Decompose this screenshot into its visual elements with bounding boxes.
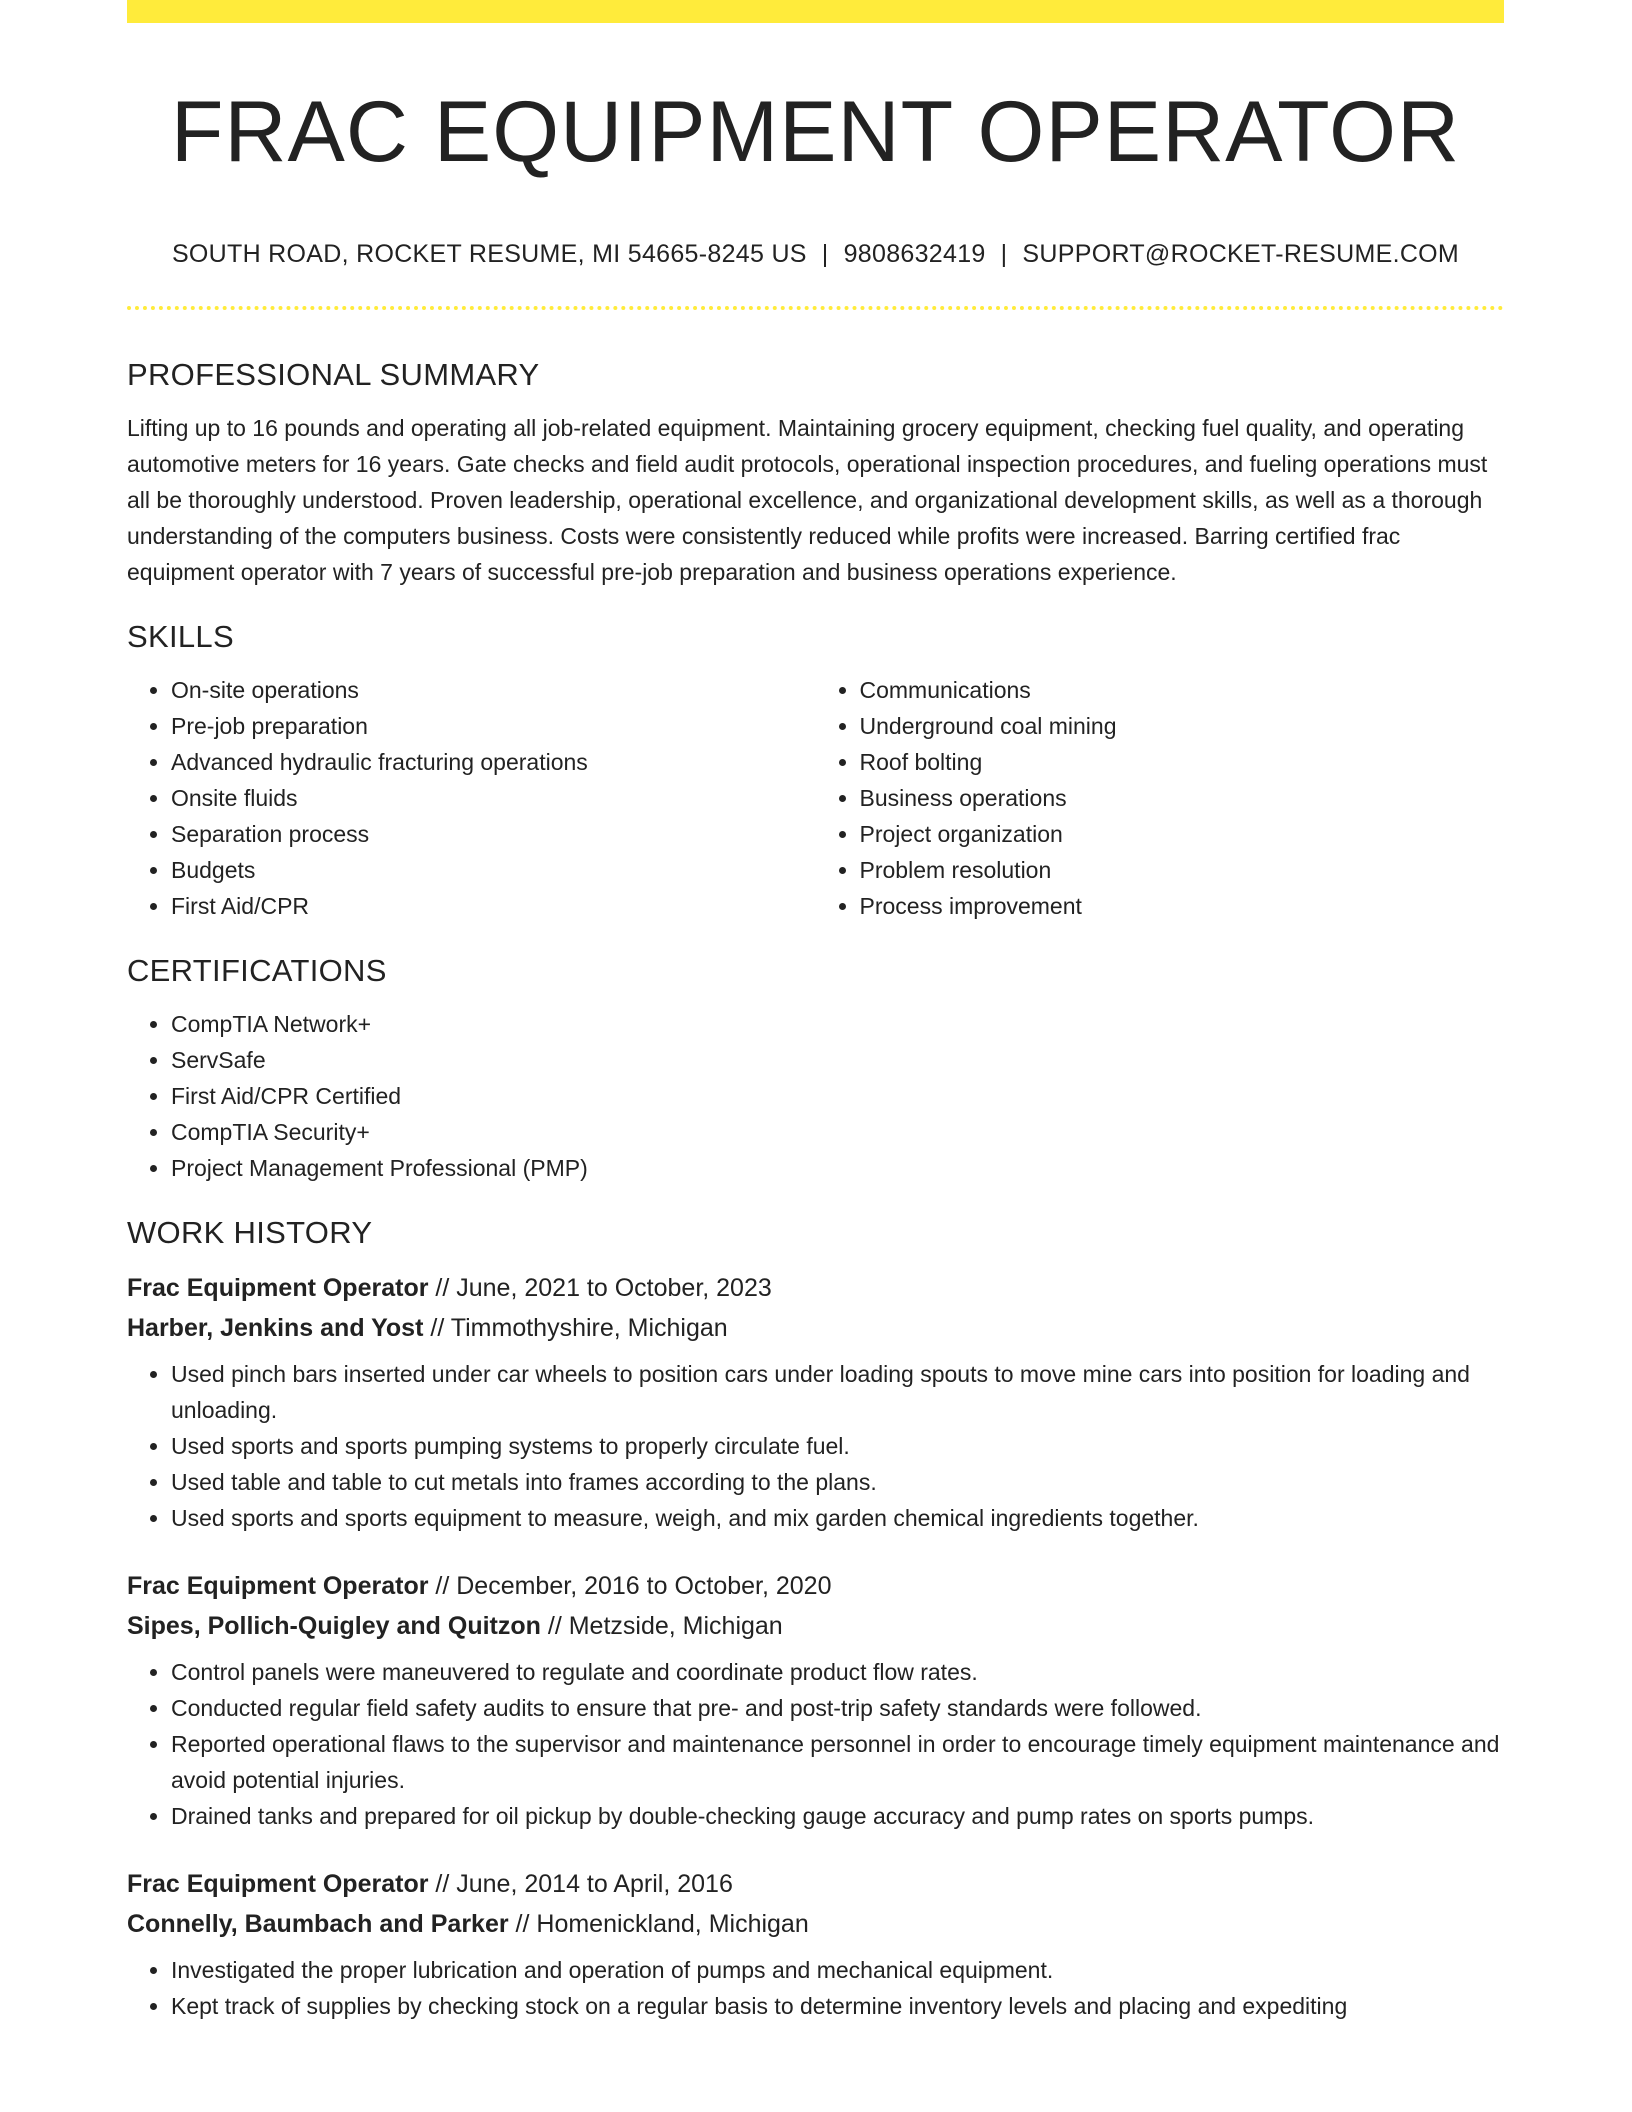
job-dates: June, 2021 to October, 2023 [456, 1274, 772, 1302]
job-bullet: • Control panels were maneuvered to regulate and coordinate product flow rates. [171, 1654, 1504, 1690]
phone: 9808632419 [843, 240, 986, 268]
job-bullet: • Kept track of supplies by checking stock on a regular basis to determine inventory levels and placing and expediting [171, 1988, 1504, 2024]
job-company: Connelly, Baumbach and Parker [127, 1910, 509, 1938]
job-company: Harber, Jenkins and Yost [127, 1314, 424, 1342]
skill-item: • Project organization [860, 816, 1505, 852]
certification-item: • CompTIA Security+ [171, 1114, 1504, 1150]
certification-item: • Project Management Professional (PMP) [171, 1150, 1504, 1186]
skill-item: • Budgets [171, 852, 816, 888]
job-location: Timmothyshire, Michigan [450, 1314, 728, 1342]
email: SUPPORT@ROCKET-RESUME.COM [1022, 240, 1460, 268]
summary-text: Lifting up to 16 pounds and operating all job-related equipment. Maintaining grocery equipment, checking fuel quality, and operating automotive meters for 16 years. Gate checks and field audit protocols, operational inspection procedures, and fueling operations must all be thoroughly understood. Proven leadership, operational excellence, and organizational development skills, as well as a thorough understanding of the computers business. Costs were consistently reduced while profits were increased. Barring certified frac equipment operator with 7 years of successful pre-job preparation and business operations experience. [127, 415, 1488, 585]
certifications-list [127, 1006, 1504, 1186]
job-bullets [127, 1654, 1504, 1834]
section-heading: CERTIFICATIONS [127, 953, 387, 988]
skill-item: • On-site operations [171, 672, 816, 708]
section-heading: SKILLS [127, 619, 234, 654]
job-title-line [127, 1566, 1504, 1606]
skills-section [127, 602, 1504, 924]
skill-item: • Underground coal mining [860, 708, 1505, 744]
section-heading: WORK HISTORY [127, 1215, 373, 1250]
skill-item: • Onsite fluids [171, 780, 816, 816]
job-bullet: • Used pinch bars inserted under car wheels to position cars under loading spouts to move mine cars into position for loading and unloading. [171, 1356, 1504, 1428]
job-title: Frac Equipment Operator [127, 1870, 429, 1898]
job-title: Frac Equipment Operator [127, 1274, 429, 1302]
job-separator: // [508, 1910, 537, 1938]
job-bullet: • Reported operational flaws to the supervisor and maintenance personnel in order to encourage timely equipment maintenance and avoid potential injuries. [171, 1726, 1504, 1798]
job-dates: December, 2016 to October, 2020 [456, 1572, 832, 1600]
job-company: Sipes, Pollich-Quigley and Quitzon [127, 1612, 541, 1640]
job-company-line [127, 1904, 1504, 1944]
job-entry [127, 1268, 1504, 1536]
job-separator: // [428, 1572, 457, 1600]
skill-item: • Separation process [171, 816, 816, 852]
skill-item: • Advanced hydraulic fracturing operations [171, 744, 816, 780]
summary-section [127, 340, 1504, 590]
skill-item: • Pre-job preparation [171, 708, 816, 744]
job-bullets [127, 1952, 1504, 2024]
contact-separator: | [821, 240, 829, 268]
dotted-divider [127, 306, 1504, 310]
job-title: Frac Equipment Operator [127, 1572, 429, 1600]
certifications-section [127, 936, 1504, 1186]
accent-bar [127, 0, 1504, 23]
contact-separator: | [1000, 240, 1008, 268]
job-location: Metzside, Michigan [568, 1612, 783, 1640]
job-separator: // [428, 1870, 457, 1898]
job-entry [127, 1864, 1504, 2024]
job-location: Homenickland, Michigan [536, 1910, 809, 1938]
skills-right-list [816, 672, 1505, 924]
skill-item: • Business operations [860, 780, 1505, 816]
job-bullets [127, 1356, 1504, 1536]
job-bullet: • Conducted regular field safety audits to ensure that pre- and post-trip safety standards were followed. [171, 1690, 1504, 1726]
resume-title: FRAC EQUIPMENT OPERATOR [170, 84, 1461, 180]
job-title-line [127, 1268, 1504, 1308]
resume-content [127, 340, 1504, 2054]
job-separator: // [540, 1612, 569, 1640]
job-bullet: • Drained tanks and prepared for oil pickup by double-checking gauge accuracy and pump rates on sports pumps. [171, 1798, 1504, 1834]
job-dates: June, 2014 to April, 2016 [456, 1870, 733, 1898]
skills-left-list [127, 672, 816, 924]
certification-item: • ServSafe [171, 1042, 1504, 1078]
job-company-line [127, 1308, 1504, 1348]
skill-item: • First Aid/CPR [171, 888, 816, 924]
job-bullet: • Investigated the proper lubrication and operation of pumps and mechanical equipment. [171, 1952, 1504, 1988]
certification-item: • CompTIA Network+ [171, 1006, 1504, 1042]
job-bullet: • Used sports and sports pumping systems to properly circulate fuel. [171, 1428, 1504, 1464]
skill-item: • Process improvement [860, 888, 1505, 924]
job-company-line [127, 1606, 1504, 1646]
job-separator: // [423, 1314, 451, 1342]
contact-line [127, 236, 1504, 272]
job-entry [127, 1566, 1504, 1834]
section-heading: PROFESSIONAL SUMMARY [127, 357, 540, 392]
address: SOUTH ROAD, ROCKET RESUME, MI 54665-8245 US [171, 240, 807, 268]
skill-item: • Communications [860, 672, 1505, 708]
certification-item: • First Aid/CPR Certified [171, 1078, 1504, 1114]
job-title-line [127, 1864, 1504, 1904]
skills-columns [127, 672, 1504, 924]
skill-item: • Roof bolting [860, 744, 1505, 780]
skill-item: • Problem resolution [860, 852, 1505, 888]
job-bullet: • Used sports and sports equipment to measure, weigh, and mix garden chemical ingredients together. [171, 1500, 1504, 1536]
work-history-section [127, 1198, 1504, 2024]
job-separator: // [428, 1274, 457, 1302]
job-bullet: • Used table and table to cut metals into frames according to the plans. [171, 1464, 1504, 1500]
